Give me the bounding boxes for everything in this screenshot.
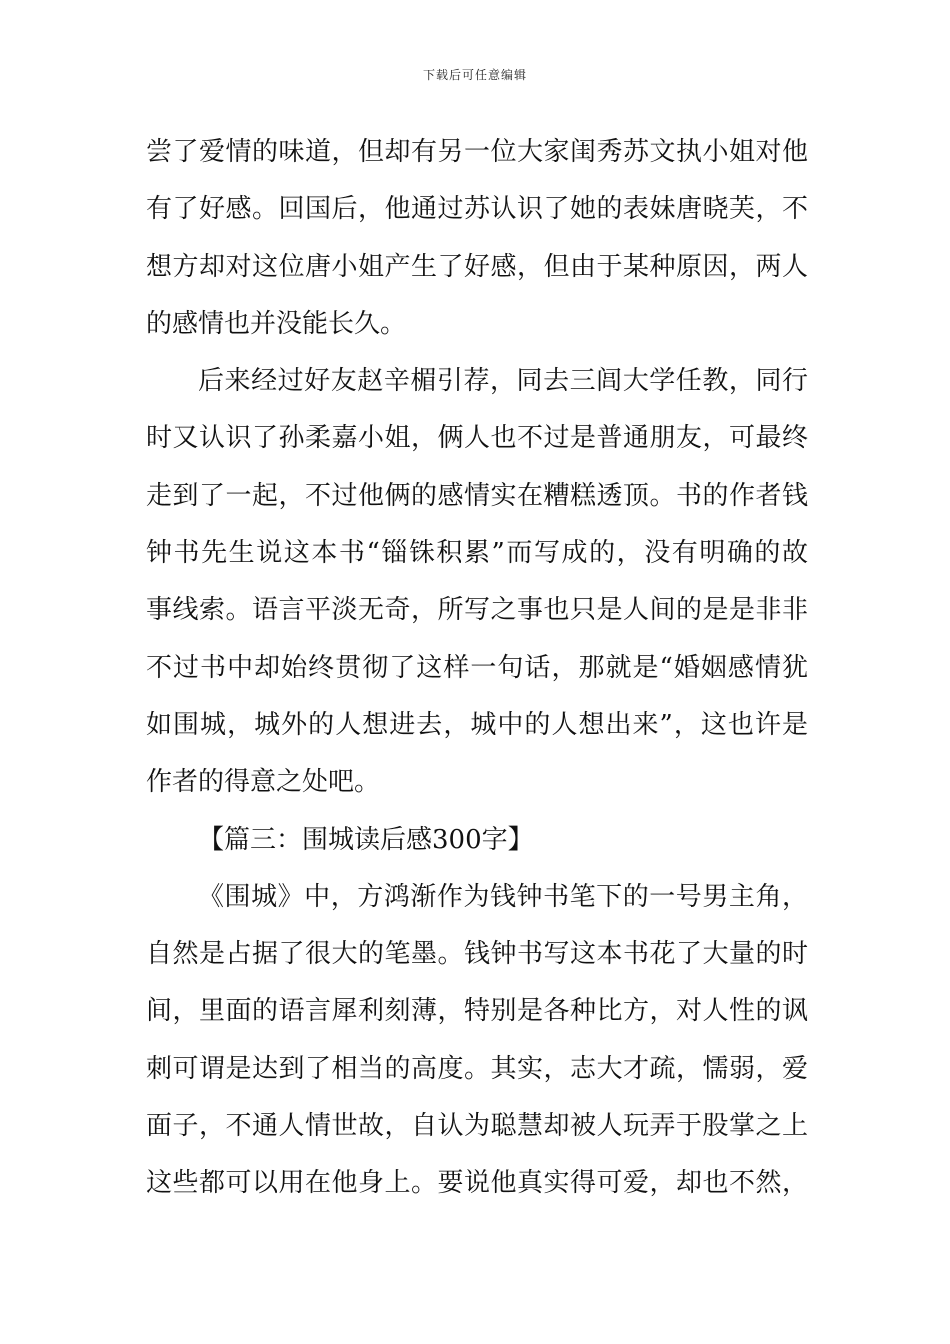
- text-line: 钟书先生说这本书“锱铢积累”而写成的，没有明确的故: [146, 538, 808, 569]
- text-line: 自然是占据了很大的笔墨。钱钟书写这本书花了大量的时: [146, 939, 808, 970]
- text-line: 这些都可以用在他身上。要说他真实得可爱，却也不然，: [146, 1168, 808, 1199]
- text-line: 间，里面的语言犀利刻薄，特别是各种比方，对人性的讽: [146, 996, 808, 1027]
- text-line: 想方却对这位唐小姐产生了好感，但由于某种原因，两人: [146, 251, 808, 282]
- text-line: 不过书中却始终贯彻了这样一句话，那就是“婚姻感情犹: [146, 652, 808, 683]
- text-line: 刺可谓是达到了相当的高度。其实，志大才疏，懦弱，爱: [146, 1053, 808, 1084]
- text-line: 的感情也并没能长久。: [146, 308, 407, 339]
- text-line: 《围城》中，方鸿渐作为钱钟书笔下的一号男主角，: [198, 881, 808, 912]
- page-header: 下载后可任意编辑: [422, 68, 527, 82]
- text-line: 有了好感。回国后，他通过苏认识了她的表妹唐晓芙，不: [146, 194, 808, 225]
- text-line: 时又认识了孙柔嘉小姐，俩人也不过是普通朋友，可最终: [146, 423, 808, 454]
- text-line: 作者的得意之处吧。: [146, 767, 381, 798]
- section-heading: 【篇三：围城读后感300字】: [198, 824, 534, 855]
- text-line: 如围城，城外的人想进去，城中的人想出来”，这也许是: [146, 709, 808, 740]
- text-line: 后来经过好友赵辛楣引荐，同去三闾大学任教，同行: [198, 366, 808, 397]
- text-line: 尝了爱情的味道，但却有另一位大家闺秀苏文执小姐对他: [146, 137, 808, 167]
- document-body: [146, 124, 808, 1213]
- text-line: 走到了一起，不过他俩的感情实在糟糕透顶。书的作者钱: [146, 480, 808, 511]
- text-line: 事线索。语言平淡无奇，所写之事也只是人间的是是非非: [146, 595, 808, 626]
- text-line: 面子，不通人情世故，自认为聪慧却被人玩弄于股掌之上: [146, 1111, 808, 1142]
